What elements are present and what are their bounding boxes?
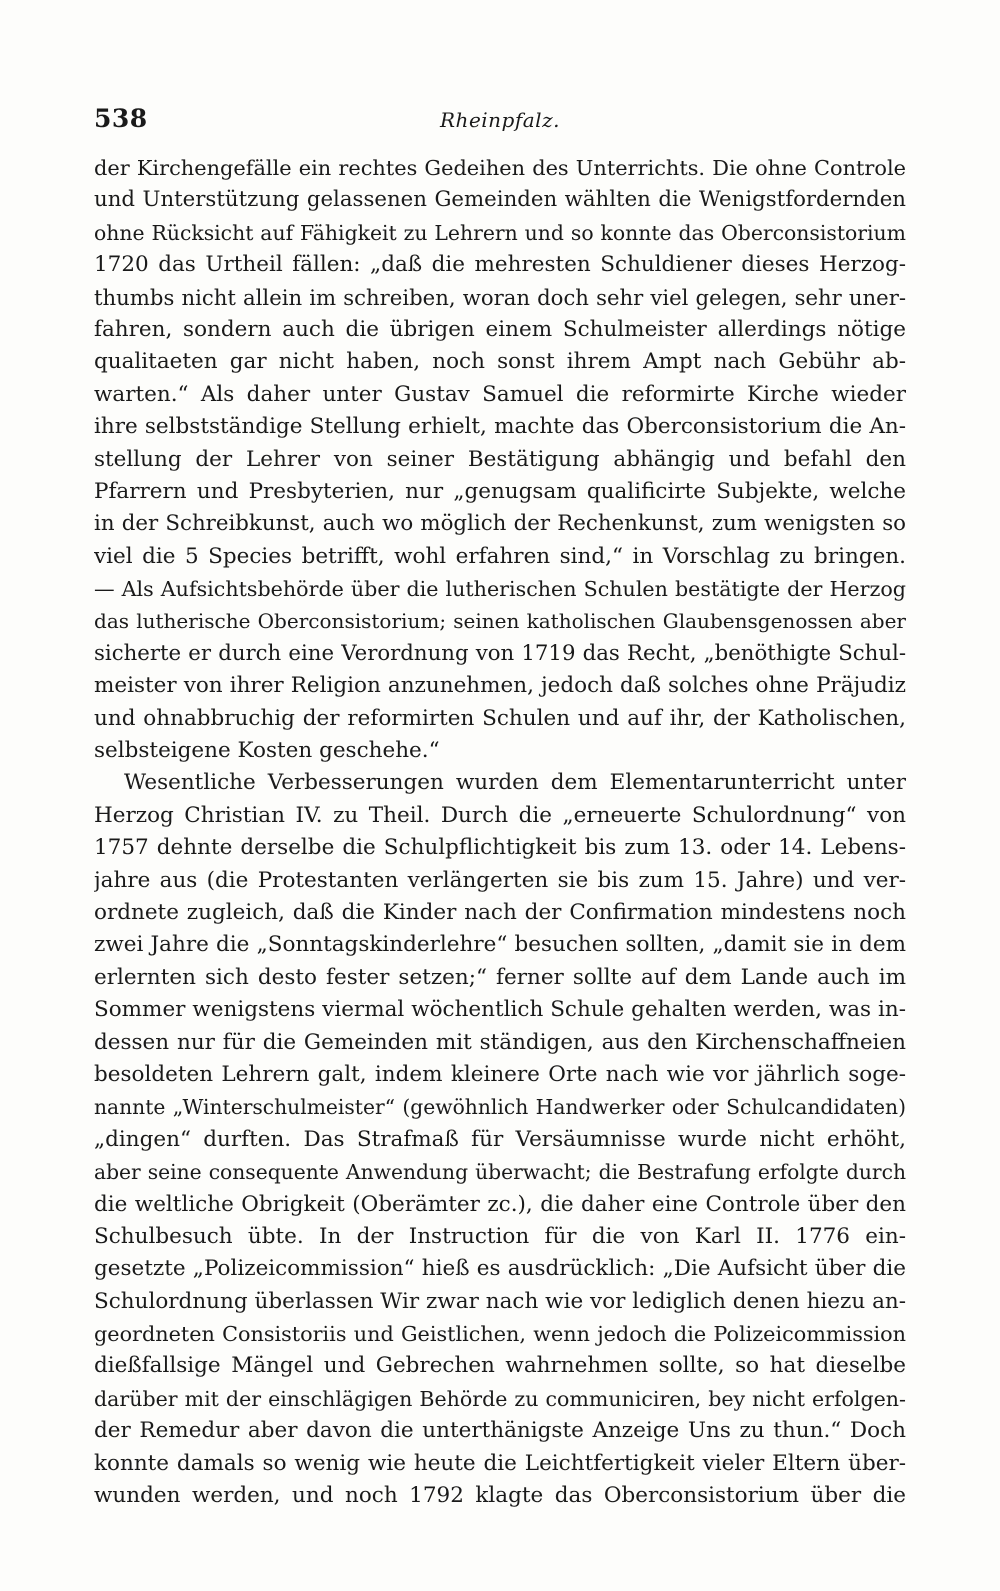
- text-line: das lutherische Oberconsistorium; seinen katholischen Glaubensgenossen aber: [94, 609, 906, 634]
- text-line: Pfarrern und Presbyterien, nur „genugsam qualificirte Subjekte, welche: [94, 478, 906, 504]
- text-line: ihre selbstständige Stellung erhielt, machte das Oberconsistorium die An-: [94, 414, 906, 440]
- text-line: besoldeten Lehrern galt, indem kleinere Orte nach wie vor jährlich soge-: [94, 1061, 906, 1087]
- text-line: der Remedur aber davon die unterthänigste Anzeige Uns zu thun.“ Doch: [94, 1418, 906, 1444]
- text-line: der Kirchengefälle ein rechtes Gedeihen des Unterrichts. Die ohne Controle: [94, 156, 906, 180]
- text-line: nannte „Winterschulmeister“ (gewöhnlich Handwerker oder Schulcandidaten): [94, 1095, 906, 1120]
- text-line: „dingen“ durften. Das Strafmaß für Versäumnisse wurde nicht erhöht,: [94, 1126, 906, 1152]
- text-line: dessen nur für die Gemeinden mit ständigen, aus den Kirchenschaffneien: [94, 1029, 906, 1055]
- text-line: Herzog Christian IV. zu Theil. Durch die „erneuerte Schulordnung“ von: [94, 802, 906, 828]
- text-line: die weltliche Obrigkeit (Oberämter zc.), die daher eine Controle über den: [94, 1191, 906, 1217]
- text-line: und ohnabbruchig der reformirten Schulen und auf ihr, der Katholischen,: [94, 705, 906, 731]
- text-line: gesetzte „Polizeicommission“ hieß es ausdrücklich: „Die Aufsicht über die: [94, 1256, 906, 1282]
- text-line: in der Schreibkunst, auch wo möglich der Rechenkunst, zum wenigsten so: [94, 511, 906, 537]
- text-line: geordneten Consistoriis und Geistlichen, wenn jedoch die Polizeicommission: [94, 1322, 906, 1347]
- text-line: dießfallsige Mängel und Gebrechen wahrnehmen sollte, so hat dieselbe: [94, 1353, 906, 1379]
- text-line: Wesentliche Verbesserungen wurden dem Elementarunterricht unter: [124, 770, 906, 796]
- text-line: darüber mit der einschlägigen Behörde zu communiciren, bey nicht erfolgen-: [94, 1386, 906, 1411]
- page-header: [94, 104, 906, 144]
- text-line: viel die 5 Species betrifft, wohl erfahren sind,“ in Vorschlag zu bringen.: [94, 543, 906, 569]
- text-line: jahre aus (die Protestanten verlängerten sie bis zum 15. Jahre) und ver-: [94, 867, 906, 893]
- text-line: qualitaeten gar nicht haben, noch sonst ihrem Ampt nach Gebühr ab-: [94, 349, 906, 375]
- page-number: 538: [94, 104, 148, 133]
- text-line: ohne Rücksicht auf Fähigkeit zu Lehrern und so konnte das Oberconsistorium: [94, 220, 906, 245]
- text-line: thumbs nicht allein im schreiben, woran doch sehr viel gelegen, sehr uner-: [94, 284, 906, 310]
- text-line: meister von ihrer Religion anzunehmen, jedoch daß solches ohne Präjudiz: [94, 673, 906, 699]
- text-line: fahren, sondern auch die übrigen einem Schulmeister allerdings nötige: [94, 316, 906, 342]
- text-line: 1757 dehnte derselbe die Schulpflichtigkeit bis zum 13. oder 14. Lebens-: [94, 835, 906, 861]
- text-line: stellung der Lehrer von seiner Bestätigung abhängig und befahl den: [94, 446, 906, 472]
- running-title: Rheinpfalz.: [440, 108, 560, 132]
- text-line: warten.“ Als daher unter Gustav Samuel die reformirte Kirche wieder: [94, 381, 906, 407]
- text-line: 1720 das Urtheil fällen: „daß die mehresten Schuldiener dieses Herzog-: [94, 252, 906, 278]
- text-line: ordnete zugleich, daß die Kinder nach der Confirmation mindestens noch: [94, 899, 906, 925]
- text-line: sicherte er durch eine Verordnung von 1719 das Recht, „benöthigte Schul-: [94, 640, 906, 666]
- text-line: Schulordnung überlassen Wir zwar nach wie vor lediglich denen hiezu an-: [94, 1288, 906, 1314]
- text-line: und Unterstützung gelassenen Gemeinden wählten die Wenigstfordernden: [94, 187, 906, 213]
- text-line: wunden werden, und noch 1792 klagte das Oberconsistorium über die: [94, 1483, 906, 1509]
- text-line: Sommer wenigstens viermal wöchentlich Schule gehalten werden, was in-: [94, 997, 906, 1023]
- text-line: erlernten sich desto fester setzen;“ ferner sollte auf dem Lande auch im: [94, 964, 906, 990]
- body-text: [94, 152, 906, 1512]
- text-line: Schulbesuch übte. In der Instruction für die von Karl II. 1776 ein-: [94, 1223, 906, 1249]
- text-line: aber seine consequente Anwendung überwacht; die Bestrafung erfolgte durch: [94, 1160, 906, 1185]
- text-line: selbsteigene Kosten geschehe.“: [94, 738, 440, 764]
- text-line: konnte damals so wenig wie heute die Leichtfertigkeit vieler Eltern über-: [94, 1450, 906, 1476]
- text-line: — Als Aufsichtsbehörde über die lutherischen Schulen bestätigte der Herzog: [94, 577, 906, 602]
- text-line: zwei Jahre die „Sonntagskinderlehre“ besuchen sollten, „damit sie in dem: [94, 932, 906, 958]
